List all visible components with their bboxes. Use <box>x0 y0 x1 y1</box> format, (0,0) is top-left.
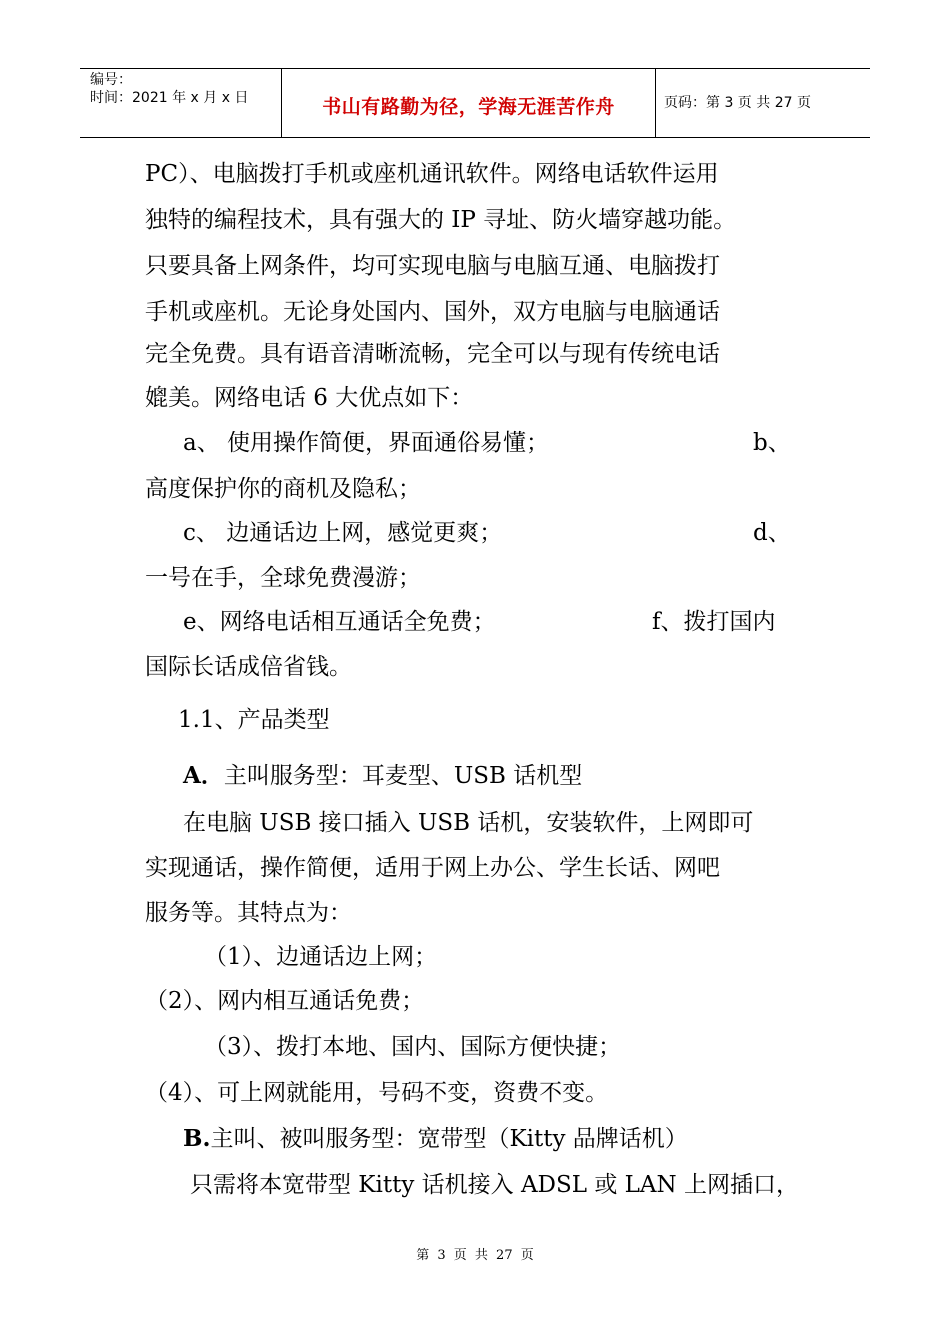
advantage-d-marker: d、 <box>753 520 791 546</box>
advantage-f-end: 国际长话成倍省钱。 <box>145 654 352 680</box>
type-b-line: 只需将本宽带型 Kitty 话机接入 ADSL 或 LAN 上网插口， <box>190 1172 799 1198</box>
header-page-info: 页码：第 3 页 共 27 页 <box>664 95 811 111</box>
body-line: 完全免费。具有语音清晰流畅，完全可以与现有传统电话 <box>145 341 720 367</box>
type-a-heading <box>183 753 582 799</box>
feature-item: （4）、可上网就能用，号码不变，资费不变。 <box>145 1080 609 1106</box>
advantage-b-marker: b、 <box>753 430 791 456</box>
header-motto-cell <box>281 69 656 137</box>
type-b-title: 主叫、被叫服务型：宽带型（Kitty 品牌话机） <box>210 1126 688 1152</box>
advantage-f-start: f、拨打国内 <box>652 609 776 635</box>
advantage-a: a、 使用操作简便，界面通俗易懂； <box>183 430 550 456</box>
advantage-d: 一号在手，全球免费漫游； <box>145 565 421 591</box>
page-footer: 第 3 页 共 27 页 <box>416 1248 534 1263</box>
feature-item: （2）、网内相互通话免费； <box>145 988 425 1014</box>
type-b-prefix: B. <box>183 1125 211 1152</box>
feature-item: （1）、边通话边上网； <box>204 944 438 970</box>
body-line: 独特的编程技术，具有强大的 IP 寻址、防火墙穿越功能。 <box>145 207 737 233</box>
body-line: 手机或座机。无论身处国内、国外，双方电脑与电脑通话 <box>145 299 720 325</box>
time-label: 时间：2021 年 x 月 x 日 <box>90 90 249 106</box>
code-label: 编号： <box>90 72 132 88</box>
header-meta-cell <box>80 69 281 137</box>
body-line: 媲美。网络电话 6 大优点如下： <box>145 385 474 411</box>
advantage-c: c、 边通话边上网，感觉更爽； <box>183 520 503 546</box>
type-a-title: 主叫服务型：耳麦型、USB 话机型 <box>223 763 583 789</box>
advantage-b: 高度保护你的商机及隐私； <box>145 476 421 502</box>
section-title: 1.1、产品类型 <box>178 707 330 733</box>
type-a-line: 服务等。其特点为： <box>145 900 352 926</box>
type-a-line: 实现通话，操作简便，适用于网上办公、学生长话、网吧 <box>145 855 720 881</box>
type-a-line: 在电脑 USB 接口插入 USB 话机，安装软件，上网即可 <box>183 810 754 836</box>
type-b-heading <box>183 1116 688 1162</box>
motto-text: 书山有路勤为径，学海无涯苦作舟 <box>322 96 615 118</box>
type-a-prefix: A． <box>183 762 224 789</box>
body-line: PC）、电脑拨打手机或座机通讯软件。网络电话软件运用 <box>145 161 719 187</box>
feature-item: （3）、拨打本地、国内、国际方便快捷； <box>204 1034 622 1060</box>
header-page-cell <box>655 69 870 137</box>
body-line: 只要具备上网条件，均可实现电脑与电脑互通、电脑拨打 <box>145 253 720 279</box>
advantage-e: e、网络电话相互通话全免费； <box>183 609 496 635</box>
document-header <box>80 68 870 138</box>
